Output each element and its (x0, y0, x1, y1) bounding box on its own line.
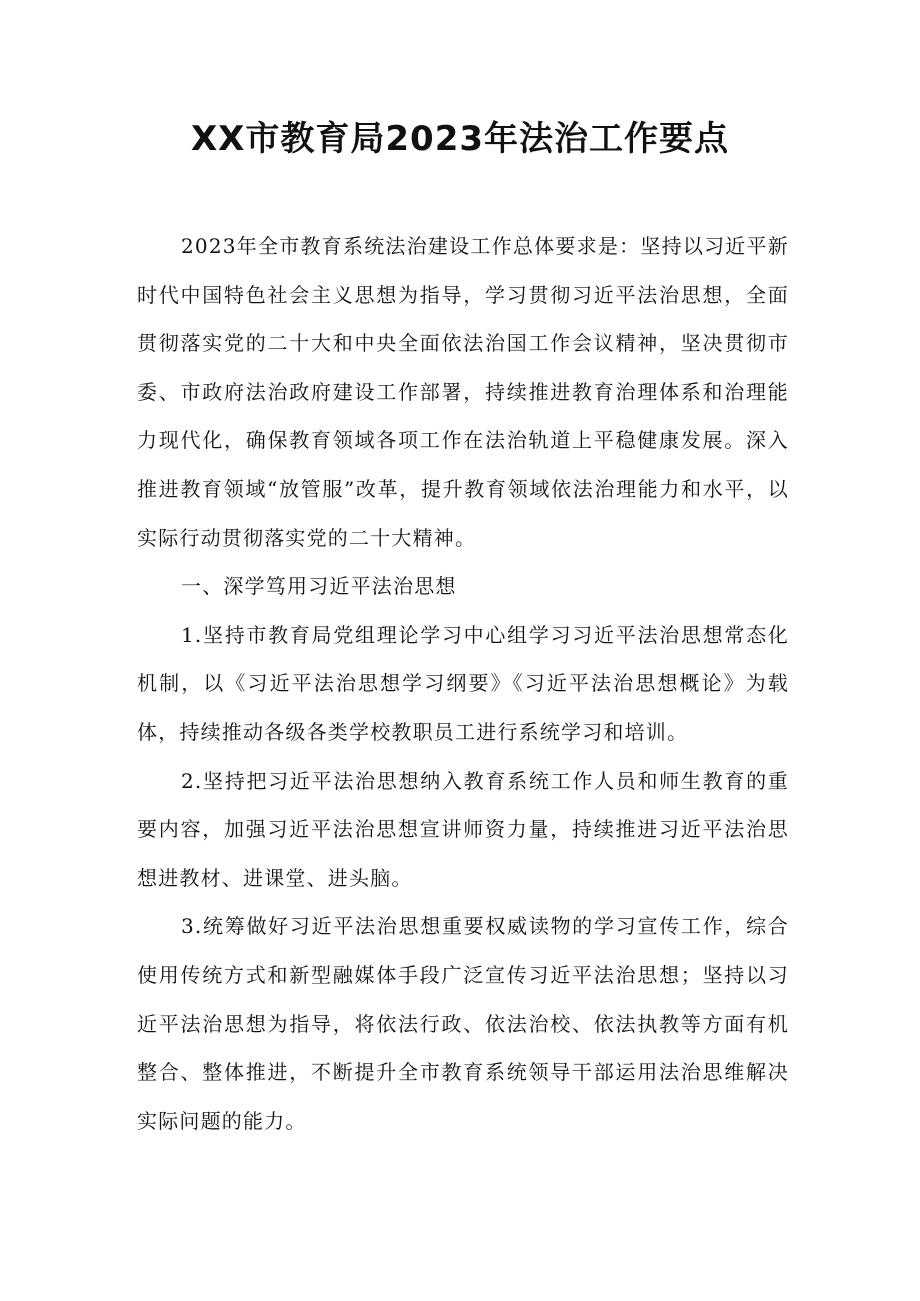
document-body (137, 222, 789, 1145)
document-title: XX市教育局2023年法治工作要点 (190, 119, 730, 159)
paragraph-general-requirements: 2023年全市教育系统法治建设工作总体要求是：坚持以习近平新时代中国特色社会主义思想为指导，学习贯彻习近平法治思想，全面贯彻落实党的二十大和中央全面依法治国工作会议精神，坚决贯彻市委、市政府法治政府建设工作部署，持续推进教育治理体系和治理能力现代化，确保教育领域各项工作在法治轨道上平稳健康发展。深入推进教育领域“放管服”改革，提升教育领域依法治理能力和水平，以实际行动贯彻落实党的二十大精神。 (137, 234, 789, 550)
paragraph-item-2: 2.坚持把习近平法治思想纳入教育系统工作人员和师生教育的重要内容，加强习近平法治思想宣讲师资力量，持续推进习近平法治思想进教材、进课堂、进头脑。 (137, 768, 789, 890)
section-heading-one: 一、深学笃用习近平法治思想 (181, 574, 457, 599)
paragraph-item-3: 3.统筹做好习近平法治思想重要权威读物的学习宣传工作，综合使用传统方式和新型融媒体手段广泛宣传习近平法治思想；坚持以习近平法治思想为指导，将依法行政、依法治校、依法执教等方面有机整合、整体推进，不断提升全市教育系统领导干部运用法治思维解决实际问题的能力。 (137, 914, 789, 1133)
paragraph-item-1: 1.坚持市教育局党组理论学习中心组学习习近平法治思想常态化机制，以《习近平法治思想学习纲要》《习近平法治思想概论》为载体，持续推动各级各类学校教职员工进行系统学习和培训。 (137, 622, 789, 744)
